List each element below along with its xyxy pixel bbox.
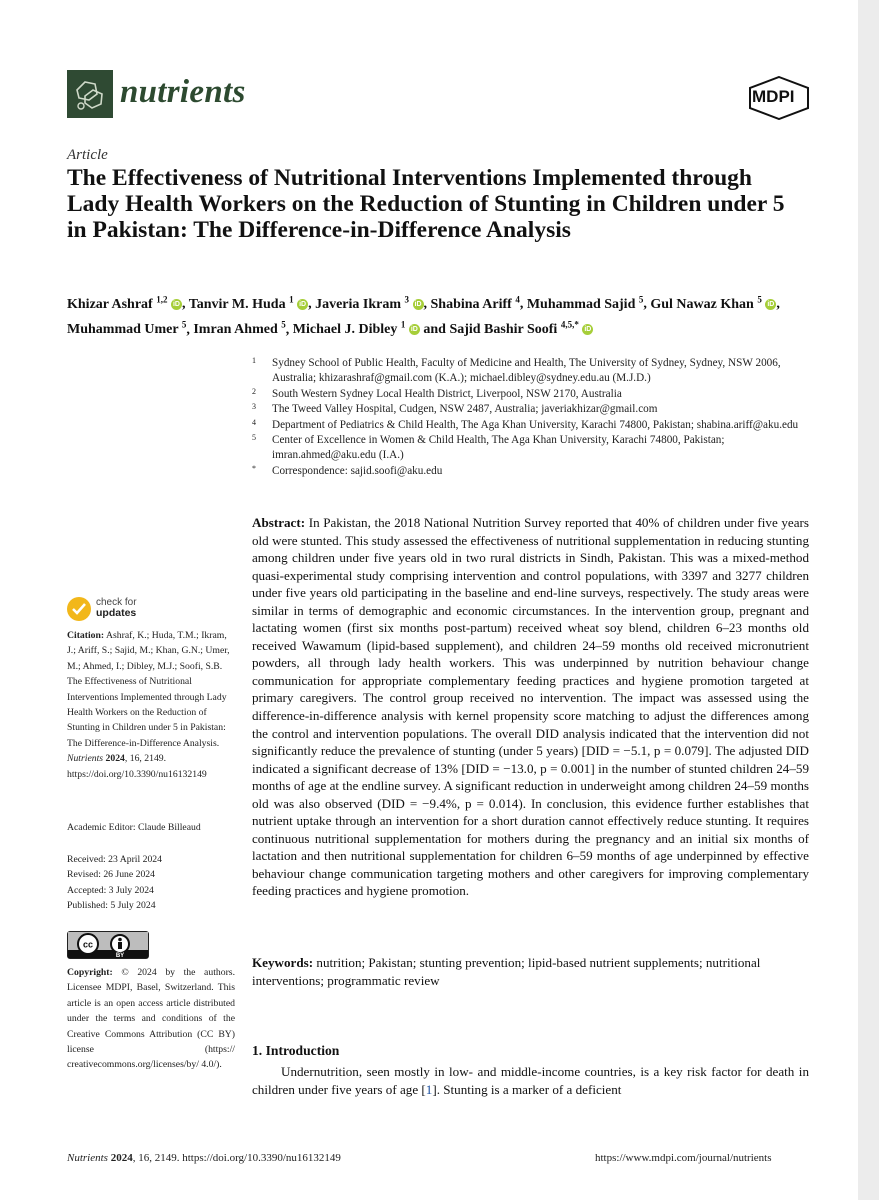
updates-label: updates <box>96 607 137 619</box>
footer-year: 2024 <box>110 1152 133 1164</box>
author <box>67 294 182 312</box>
keywords <box>252 954 809 989</box>
academic-editor: Academic Editor: Claude Billeaud <box>67 822 201 833</box>
affiliation-text: South Western Sydney Local Health District, Liverpool, NSW 2170, Australia <box>272 387 622 400</box>
citation-ref[interactable]: , 16, 2149. https://doi.org/10.3390/nu16132149 <box>67 753 207 780</box>
journal-name: nutrients <box>120 74 246 110</box>
author <box>423 319 593 338</box>
intro-text-after: ]. Stunting is a marker of a deficient <box>432 1082 622 1097</box>
date-revised: Revised: 26 June 2024 <box>67 869 155 881</box>
footer-journal-url[interactable]: https://www.mdpi.com/journal/nutrients <box>595 1152 772 1164</box>
author-list: Khizar Ashraf $^{1,2}$ iD , Tanvir M. Huda $^1$ iD , Javeria Ikram $^3$ iD , Shabina Ariff $^4$, Muhammad Sajid $^5$, Gul Nawaz Khan $^5$ iD , Muhammad Umer $^5$, Imran Ahmed $^5$, Michael J. Dibley $^1$ iD and Sajid Bashir Soofi $^{4,5,*}$ iD <box>67 294 780 338</box>
article-title: The Effectiveness of Nutritional Interventions Implemented through Lady Health Workers on the Reduction of Stunting in Children under 5 in Pakistan: The Difference-in-Difference Analysis <box>67 165 785 243</box>
author-name: Muhammad Sajid <box>526 296 636 312</box>
author-affiliation-number: 4 <box>515 294 520 304</box>
orcid-icon[interactable]: iD <box>299 300 307 308</box>
affiliation-item <box>252 387 822 402</box>
author-affiliation-number: 4,5,* <box>560 319 579 330</box>
copyright-label: Copyright: <box>67 967 113 978</box>
author-name: Imran Ahmed <box>193 322 278 338</box>
citation-text: Ashraf, K.; Huda, T.M.; Ikram, J.; Ariff, S.; Sajid, M.; Khan, G.N.; Umer, M.; Ahmed, I.; Dibley, M.J.; Soofi, S.B. The Effectiveness of Nutritional Interventions Implemented through Lady Health Workers on the Reduction of Stunting in Children under 5 in Pakistan: The Difference-in-Difference Analysis. <box>67 630 230 749</box>
orcid-icon[interactable]: iD <box>410 326 418 334</box>
abstract-label: Abstract: <box>252 515 306 530</box>
affiliation-number: 1 <box>252 356 256 365</box>
copyright-text: © 2024 by the authors. Licensee MDPI, Basel, Switzerland. This article is an open access article distributed under the terms and conditions of the Creative Commons Attribution (CC BY) license (https:// creativecommons.org/licenses/by/ 4.0/). <box>67 967 235 1071</box>
check-for-label: check for <box>96 597 137 608</box>
affiliation-text: Department of Pediatrics & Child Health, The Aga Khan University, Karachi 74800, Pakistan; shabina.ariff@aku.edu <box>272 418 799 431</box>
section-heading-introduction: 1. Introduction <box>252 1043 340 1058</box>
date-published: Published: 5 July 2024 <box>67 900 156 912</box>
author <box>188 294 308 312</box>
by-label: BY <box>115 953 125 958</box>
keywords-text: nutrition; Pakistan; stunting prevention; lipid-based nutrient supplements; nutritional interventions; programmatic review <box>252 955 761 988</box>
date-received: Received: 23 April 2024 <box>67 854 162 865</box>
author-affiliation-number: 1 <box>289 294 294 304</box>
affiliation-item <box>252 464 822 479</box>
author-name: Muhammad Umer <box>67 322 179 338</box>
orcid-icon[interactable]: iD <box>584 326 592 334</box>
author <box>315 294 423 312</box>
orcid-icon[interactable]: iD <box>172 300 180 308</box>
affiliations <box>252 356 822 479</box>
author-affiliation-number: 5 <box>638 294 644 304</box>
author-name: Gul Nawaz Khan <box>650 296 754 312</box>
author-name: Javeria Ikram <box>315 296 402 312</box>
author <box>193 319 286 338</box>
author-name: Sajid Bashir Soofi <box>449 322 558 338</box>
author-prefix: and <box>423 322 450 338</box>
affiliation-number: 5 <box>252 433 256 443</box>
orcid-icon[interactable]: iD <box>767 300 775 308</box>
affiliation-item <box>252 356 822 387</box>
author <box>67 319 187 338</box>
orcid-icon[interactable]: iD <box>414 300 422 308</box>
author-affiliation-number: 5 <box>181 319 187 330</box>
publication-dates <box>67 852 235 914</box>
author-name: Michael J. Dibley <box>292 322 398 338</box>
author-name: Khizar Ashraf <box>67 296 153 312</box>
cc-by-license-badge[interactable] <box>67 931 149 959</box>
page-edge <box>858 0 879 1200</box>
citation <box>67 628 235 782</box>
abstract-text: In Pakistan, the 2018 National Nutrition Survey reported that 40% of children under five years old were stunted. This study assessed the effectiveness of nutritional supplementation in reducing stunting among children under five years old in two rural districts in Sindh, Pakistan. This was a mixed-method quasi-experimental study comprising intervention and control populations, with 3397 and 3277 children under five years old participating in the baseline and end-line surveys, respectively. The study areas were similar in terms of demographic and economic circumstances. In the intervention group, pregnant and lactating women (first six months post-partum) received wheat soy blend, children 6–23 months old received Wawamum (lipid-based supplement), and children 24–59 months old received micronutrient powders, all through lady health workers. This was underpinned by nutrition behaviour change communication for appropriate complementary feeding practices and hygiene promotion targeted at primary caregivers. The control group received no intervention. The impact was assessed using the difference-in-difference analysis with kernel propensity score matching to adjust the differences among the control and intervention populations. The overall DID analysis indicated that the intervention did not significantly reduce the prevalence of stunting (under 5 years) [DID = −5.1, p = 0.079]. The adjusted DID indicated a significant decrease of 13% [DID = −13.0, p = 0.001] in the number of stunted children 24–59 months of age at the endline survey. A significant reduction in underweight among children 24–59 months old was also observed (DID = −9.4%, p = 0.014). In conclusion, this evidence further establishes that nutrient uptake through an intervention for a short duration cannot effectively reduce stunting. It requires continuous nutritional supplementation for mothers during the pregnancy and an initial six months of lactation and then nutritional supplementation for children 6–59 months of age underpinned by effective behaviour change communication targeting mothers and other caregivers for improving complementary feeding practices and hygiene promotion. <box>252 515 809 899</box>
intro-text-before: Undernutrition, seen mostly in low- and middle-income countries, is a key risk factor for death in children under five years of age [ <box>252 1064 809 1097</box>
affiliation-text: Correspondence: sajid.soofi@aku.edu <box>272 464 443 477</box>
author-name: Shabina Ariff <box>430 296 512 312</box>
copyright <box>67 965 235 1073</box>
citation-label: Citation: <box>67 630 105 641</box>
publisher-name: MDPI <box>752 87 795 106</box>
affiliation-number: 2 <box>252 386 256 396</box>
check-for-updates-button[interactable] <box>96 597 137 619</box>
affiliation-text: The Tweed Valley Hospital, Cudgen, NSW 2487, Australia; javeriakhizar@gmail.com <box>272 403 658 416</box>
author-affiliation-number: 1 <box>400 319 406 330</box>
author-affiliation-number: 5 <box>281 319 286 330</box>
author <box>650 294 776 312</box>
citation-journal: Nutrients <box>67 753 104 765</box>
affiliation-number: * <box>252 463 256 473</box>
date-accepted: Accepted: 3 July 2024 <box>67 884 154 896</box>
cc-label: cc <box>82 939 94 950</box>
citation-year: 2024 <box>105 753 125 765</box>
affiliation-item <box>252 402 822 417</box>
author-affiliation-number: 3 <box>404 294 410 304</box>
keywords-label: Keywords: <box>252 955 314 970</box>
author <box>526 294 644 312</box>
affiliation-text: Center of Excellence in Women & Child Health, The Aga Khan University, Karachi 74800, Pakistan; imran.ahmed@aku.edu (I.A.) <box>272 434 725 462</box>
author <box>430 294 520 312</box>
affiliation-number: 3 <box>252 402 256 412</box>
article-type: Article <box>67 147 108 163</box>
author-name: Tanvir M. Huda <box>188 296 286 312</box>
affiliation-item <box>252 418 822 433</box>
author-affiliation-number: 5 <box>757 294 762 304</box>
introduction-text <box>252 1063 809 1099</box>
footer-ref[interactable]: , 16, 2149. https://doi.org/10.3390/nu16132149 <box>132 1152 341 1164</box>
footer-citation <box>67 1152 341 1164</box>
affiliation-number: 4 <box>252 417 256 427</box>
author <box>292 319 420 338</box>
abstract <box>252 514 809 900</box>
journal-logo-icon <box>67 70 113 118</box>
reference-link[interactable]: 1 <box>425 1082 433 1097</box>
author-affiliation-number: 1,2 <box>156 294 168 304</box>
affiliation-text: Sydney School of Public Health, Faculty of Medicine and Health, The University of Sydney, Sydney, NSW 2006, Australia; khizarashraf@gmail.com (K.A.); michael.dibley@sydney.edu.au (M.J.D.) <box>272 357 781 385</box>
footer-journal: Nutrients <box>67 1152 108 1164</box>
check-for-updates-icon[interactable] <box>67 597 91 621</box>
affiliation-item <box>252 433 822 464</box>
